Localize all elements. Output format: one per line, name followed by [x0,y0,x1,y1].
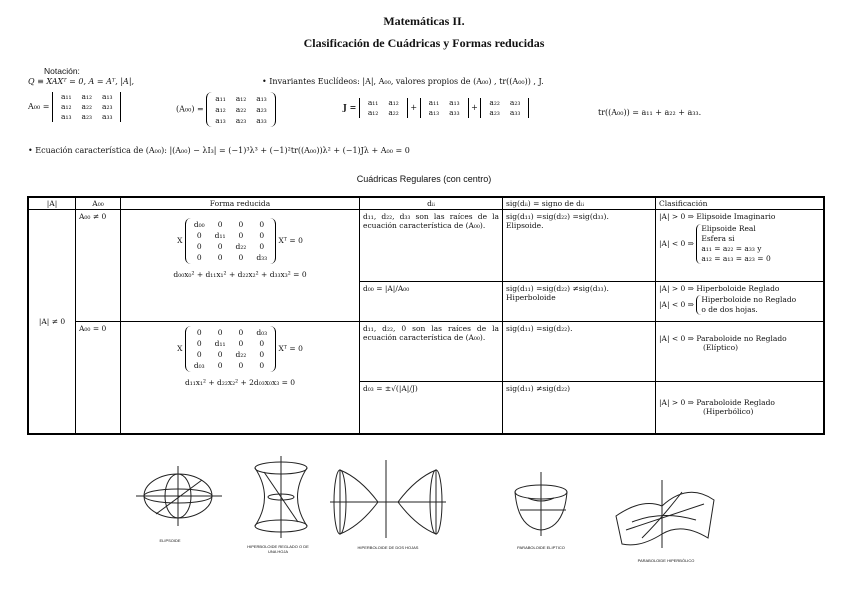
reduced-matrix-2-cell: 0 [217,350,223,359]
reduced-matrix-1-cell: 0 [196,253,202,262]
reduced-matrix-1-cell: 0 [196,242,202,251]
pa00-cell: a₂₃ [256,105,267,114]
a00-nonzero: A₀₀ ≠ 0 [76,210,121,322]
caption-hyperboloid-two-sheets: HIPERBOLOIDE DE DOS HOJAS [357,545,419,550]
page-title: Matemáticas II. [383,14,465,28]
plus-sign: + [407,103,420,112]
j-minor-cell: a₁₂ [388,98,399,107]
ellipsoid-real-brace-line: Esfera si [701,234,735,243]
j-minor-cell: a₂₃ [489,108,500,117]
j-minor-cell: a₁₁ [428,98,440,107]
j-minor [359,98,408,118]
header-reduced-form: Forma reducida [121,197,360,210]
header-sign: sig(dᵢᵢ) = signo de dᵢᵢ [503,197,656,210]
sign-hyperboloid: sig(d₁₁) =sig(d₂₂) ≠sig(d₃₃). Hiperboloide [503,282,656,322]
caption-ellipsoid: ELIPSOIDE [159,538,181,543]
reduced-matrix-1-cell: d₂₂ [235,242,247,251]
header-dii: dᵢᵢ [360,197,503,210]
reduced-matrix-2-cell: 0 [259,361,265,370]
hyperboloid-two-sheets-figure [330,458,446,542]
ellipsoid-real-brace [696,224,770,264]
reduced-matrix-1-cell: d₀₀ [193,220,205,229]
a00-definition: A₀₀ = a₁₁ a₁₂ a₁₃ a₁₂ a₂₂ a₂₃ a₁₃ a₂₃ a₃₃ [28,92,121,122]
page-subtitle: Clasificación de Cuádricas y Formas reducidas [303,36,545,50]
j-minor-cell: a₂₃ [509,98,521,107]
characteristic-equation: • Ecuación característica de (A₀₀): |(A₀₀) − λI₃| = (−1)³λ³ + (−1)²tr((A₀₀))λ² + (−1)Jλ + A₀₀ = 0 [28,146,410,155]
reduced-matrix-2-cell: d₀₃ [193,361,205,370]
hyperboloid-brace-line: o de dos hojas. [701,305,758,314]
ellipsoid-real-brace-line: a₁₁ = a₂₂ = a₃₃ y [701,244,762,253]
caption-elliptic-paraboloid: PARABOLOIDE ELIPTICO [517,545,565,550]
hyperboloid-one-sheet-figure [244,456,318,542]
elliptic-paraboloid-figure [506,470,576,540]
reduced-matrix-2-cell: 0 [196,328,202,337]
dii-roots-1: d₁₁, d₂₂, d₃₃ son las raíces de la ecuación característica de (A₀₀). [360,210,503,282]
header-det-a: |A| [28,197,76,210]
a00-cell: a₂₃ [81,112,92,121]
j-minor-cell: a₃₃ [449,108,460,117]
a00-determinant [52,92,122,122]
pa00-definition: (A₀₀) = a₁₁ a₁₂ a₁₃ a₁₂ a₂₂ a₂₃ a₁₃ a₂₃ a₃₃ [176,92,276,127]
j-minor-cell: a₁₂ [367,108,379,117]
header-classification: Clasificación [656,197,825,210]
reduced-equation-2: d₁₁x₁² + d₂₂x₂² + 2d₀₃x₀x₃ = 0 [184,378,296,387]
j-minor-cell: a₁₁ [367,98,379,107]
j-minor [420,98,469,118]
a00-cell: a₁₃ [101,92,113,101]
caption-hyperbolic-paraboloid: PARABOLOIDE HIPERBÓLICO [637,558,695,563]
ellipsoid-real-brace-line: a₁₂ = a₁₃ = a₂₃ = 0 [701,254,771,263]
sign-paraboloid-hyperbolic: sig(d₁₁) ≠sig(d₂₂) [503,382,656,434]
reduced-matrix-1-cell: 0 [196,231,202,240]
reduced-matrix-2-cell: 0 [238,361,244,370]
a00-cell: a₃₃ [101,112,113,121]
pa00-matrix [206,92,276,127]
pa00-cell: a₂₃ [235,116,247,125]
pa00-cell: a₁₁ [215,94,226,103]
sign-paraboloid-elliptic: sig(d₁₁) =sig(d₂₂). [503,322,656,382]
invariants-line: • Invariantes Euclídeos: |A|, A₀₀, valores propios de (A₀₀) , tr((A₀₀)) , J. [262,77,544,86]
pa00-cell: a₃₃ [256,116,267,125]
det-a-nonzero: |A| ≠ 0 [28,210,76,434]
reduced-matrix-1-cell: 0 [259,242,265,251]
reduced-matrix-1-cell: 0 [238,220,244,229]
header-a00: A₀₀ [76,197,121,210]
plus-sign: + [468,103,481,112]
reduced-matrix-1-cell: 0 [238,253,244,262]
caption-hyperboloid-one-sheet: HIPERBOLOIDE REGLADO O DE UNA HOJA [247,544,309,554]
reduced-matrix-2-cell: d₁₁ [214,339,226,348]
dii-roots-2: d₁₁, d₂₂, 0 son las raíces de la ecuación característica de (A₀₀). [360,322,503,382]
pa00-cell: a₁₃ [215,116,226,125]
reduced-matrix-1-cell: 0 [217,242,223,251]
section-title: Cuádricas Regulares (con centro) [356,174,492,184]
class-hyperboloid: |A| > 0 ⇒ Hiperboloide Reglado |A| < 0 ⇒ Hiperboloide no Reglado o de dos hojas. [656,282,825,322]
reduced-matrix-1-cell: 0 [259,220,265,229]
a00-zero: A₀₀ = 0 [76,322,121,434]
j-minor-cell: a₃₃ [509,108,521,117]
j-minor-cell: a₂₂ [489,98,500,107]
pa00-cell: a₁₃ [256,94,267,103]
reduced-matrix-1 [185,218,276,264]
hyperbolic-paraboloid-figure [612,478,718,554]
j-definition: J = a₁₁ a₁₂ a₁₂ a₂₂ + a₁₁ a₁₃ a₁₃ a₃₃ + a₂₂ a₂₃ a₂₃ a₃₃ [343,98,529,118]
reduced-matrix-2-cell: 0 [259,339,265,348]
pa00-cell: a₁₂ [235,94,247,103]
reduced-form-1: X d₀₀ 0 0 0 0 d₁₁ 0 0 0 0 d₂₂ 0 0 0 0 d₃₃ Xᵀ = 0 d₀₀x₀² + d₁₁x₁² + d₂₂x₂² + d₃₃x₃² = 0 [121,210,360,322]
class-ellipsoid: |A| > 0 ⇒ Elipsoide Imaginario |A| < 0 ⇒ Elipsoide Real Esfera si a₁₁ = a₂₂ = a₃₃ y a₁₂ = a₁₃ = a₂₃ = 0 [656,210,825,282]
j-minor-cell: a₂₂ [388,108,399,117]
reduced-equation-1: d₀₀x₀² + d₁₁x₁² + d₂₂x₂² + d₃₃x₃² = 0 [173,270,307,279]
reduced-matrix-2-cell: 0 [196,339,202,348]
j-minor-cell: a₁₃ [428,108,440,117]
ellipsoid-real-brace-line: Elipsoide Real [701,224,756,233]
reduced-matrix-1-cell: 0 [217,220,223,229]
reduced-matrix-1-cell: d₁₁ [214,231,226,240]
sign-ellipsoid: sig(d₁₁) =sig(d₂₂) =sig(d₃₃). Elipsoide. [503,210,656,282]
notation-line: Q ≡ XAXᵀ = 0, A = Aᵀ, |A|, [28,77,135,86]
pa00-cell: a₁₂ [215,105,226,114]
quadrics-table [27,196,825,435]
reduced-matrix-2-cell: 0 [217,328,223,337]
reduced-matrix-2 [185,326,276,372]
a00-cell: a₁₂ [81,92,92,101]
a00-cell: a₁₂ [60,102,72,111]
reduced-matrix-2-cell: 0 [238,339,244,348]
d03-formula: d₀₃ = ±√(|A|/J) [360,382,503,434]
reduced-matrix-1-cell: 0 [238,231,244,240]
ellipsoid-figure [128,462,228,540]
class-paraboloid-elliptic: |A| < 0 ⇒ Paraboloide no Reglado (Elíptico) [656,322,825,382]
reduced-matrix-1-cell: 0 [259,231,265,240]
pa00-cell: a₂₂ [235,105,247,114]
reduced-matrix-2-cell: 0 [238,328,244,337]
reduced-form-2: X 0 0 0 d₀₃ 0 d₁₁ 0 0 0 0 d₂₂ 0 d₀₃ 0 0 0 Xᵀ = 0 d₁₁x₁² + d₂₂x₂² + 2d₀₃x₀x₃ = 0 [121,322,360,434]
j-minor-cell: a₁₃ [449,98,460,107]
reduced-matrix-1-cell: 0 [217,253,223,262]
hyperboloid-brace-line: Hiperboloide no Reglado [701,295,797,304]
trace-formula: tr((A₀₀)) = a₁₁ + a₂₂ + a₃₃. [598,108,702,117]
a00-cell: a₂₃ [101,102,113,111]
d00-formula: d₀₀ = |A|/A₀₀ [360,282,503,322]
reduced-matrix-2-cell: 0 [217,361,223,370]
class-paraboloid-hyperbolic: |A| > 0 ⇒ Paraboloide Reglado (Hiperbólico) [656,382,825,434]
notation-label: Notación: [44,66,80,76]
reduced-matrix-2-cell: 0 [196,350,202,359]
j-minor [480,98,529,118]
reduced-matrix-1-cell: d₃₃ [256,253,268,262]
a00-cell: a₁₃ [60,112,72,121]
reduced-matrix-2-cell: 0 [259,350,265,359]
reduced-matrix-2-cell: d₀₃ [256,328,268,337]
hyperboloid-brace [696,295,796,315]
reduced-matrix-2-cell: d₂₂ [235,350,247,359]
a00-cell: a₂₂ [81,102,92,111]
a00-cell: a₁₁ [60,92,72,101]
